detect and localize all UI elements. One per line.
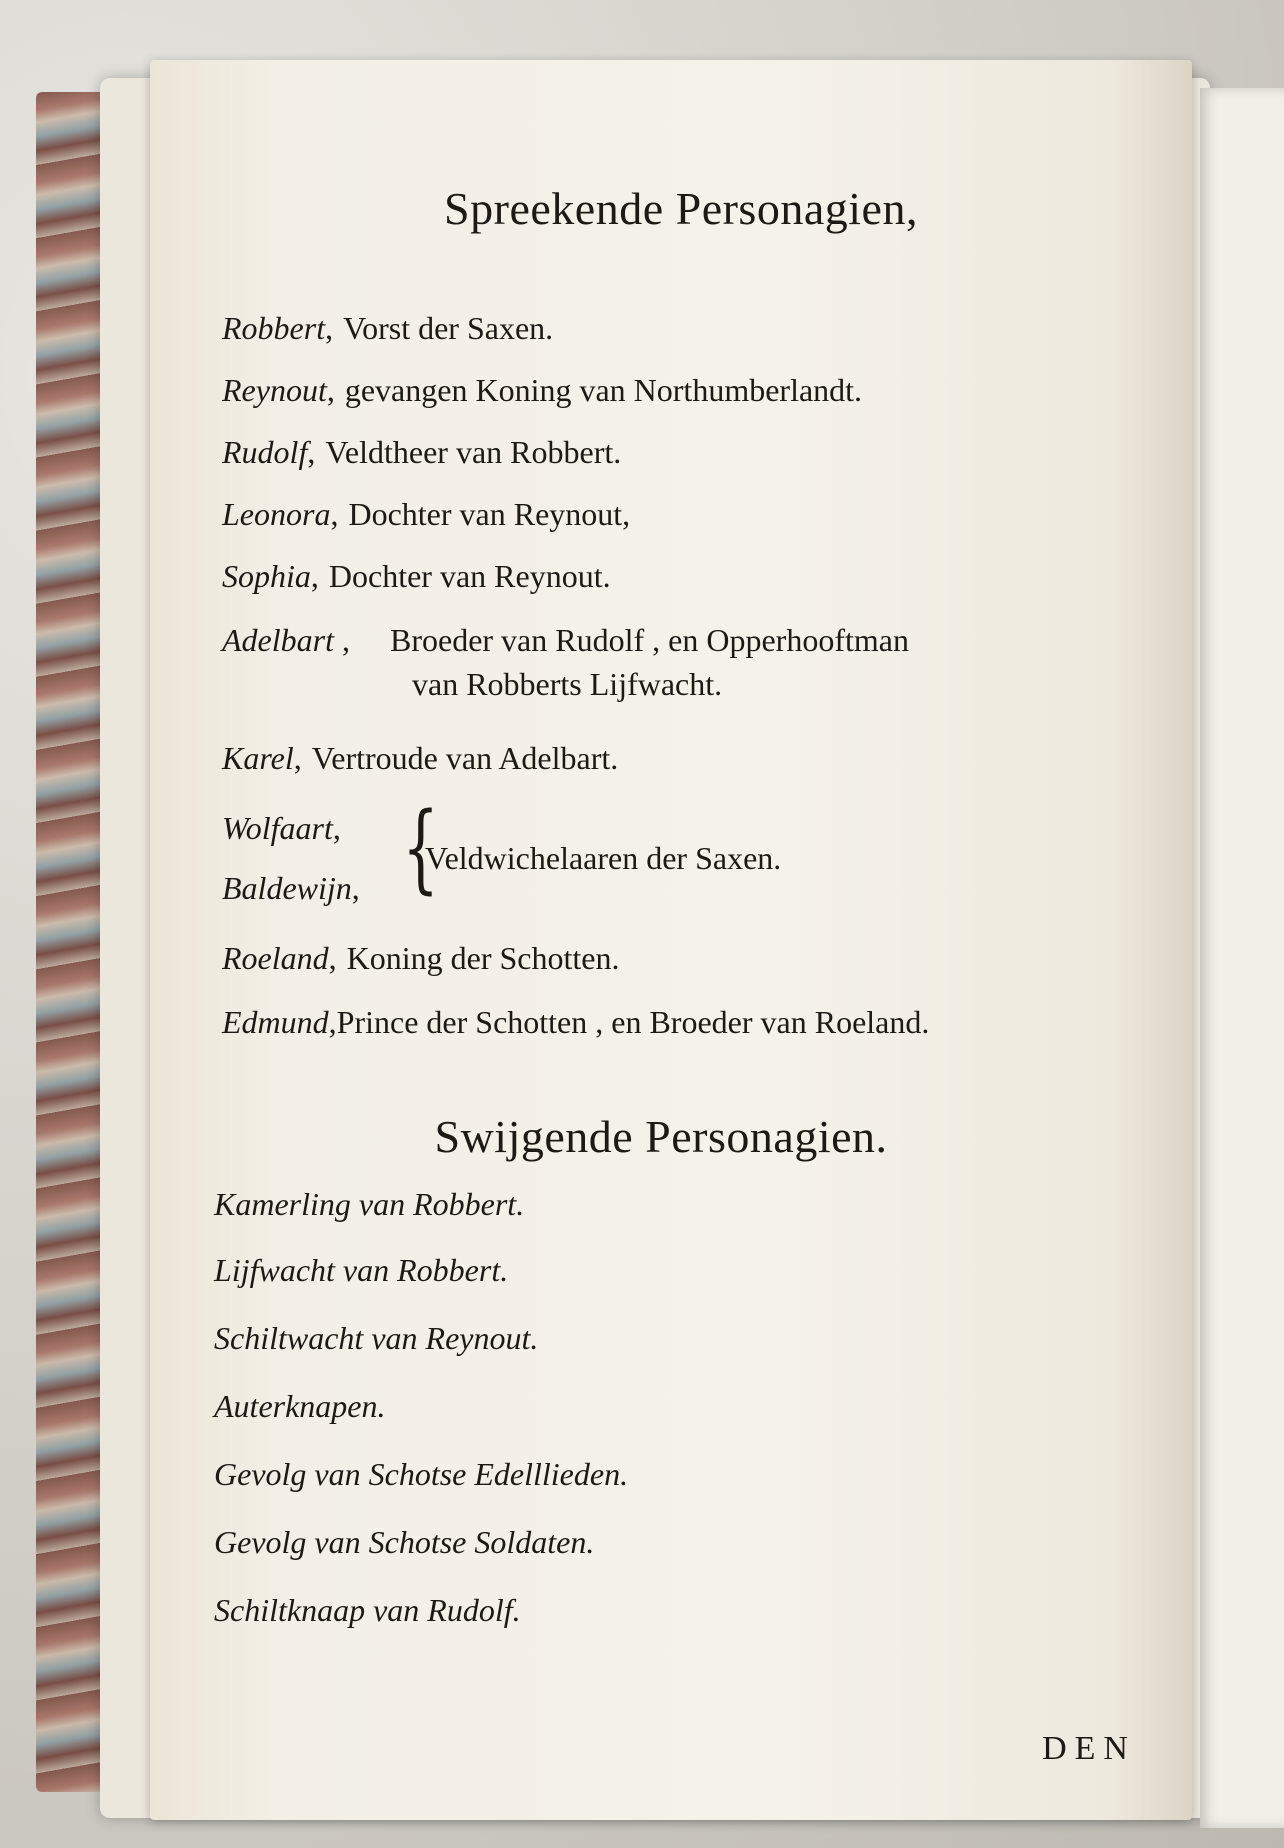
speaking-characters-heading: Spreekende Personagien, <box>444 183 918 234</box>
comma: , <box>310 558 319 594</box>
character-name: Leonora <box>222 496 331 532</box>
character-row <box>222 310 553 347</box>
character-name: Karel <box>222 740 294 776</box>
comma: , <box>325 310 334 346</box>
silent-characters-heading: Swijgende Personagien. <box>434 1111 888 1162</box>
character-role: Broeder van Rudolf , en Opperhooftman <box>389 622 909 658</box>
character-row <box>222 434 621 471</box>
silent-character: Kamerling van Robbert. <box>214 1186 525 1222</box>
comma: , <box>333 622 350 658</box>
comma: , <box>307 434 316 470</box>
silent-character: Schiltwacht van Reynout. <box>214 1320 539 1356</box>
character-role: Prince der Schotten , en Broeder van Roeland. <box>336 1004 930 1040</box>
character-name: Sophia <box>222 558 311 594</box>
comma: , <box>328 940 337 976</box>
character-name: Reynout <box>222 372 327 408</box>
character-name: Wolfaart <box>222 810 333 846</box>
catchword: DEN <box>1042 1730 1136 1767</box>
character-row <box>222 622 909 659</box>
group-role: Veldwichelaaren der Saxen. <box>425 840 782 876</box>
character-name: Roeland <box>222 940 329 976</box>
character-role-continued: van Robberts Lijfwacht. <box>412 666 723 702</box>
character-role: Veldtheer van Robbert. <box>325 434 622 470</box>
character-row <box>222 1004 929 1041</box>
silent-character: Gevolg van Schotse Soldaten. <box>214 1524 595 1560</box>
character-row <box>222 940 619 977</box>
character-role: Koning der Schotten. <box>346 940 620 976</box>
character-role: gevangen Koning van Northumberlandt. <box>344 372 863 408</box>
character-row <box>222 810 341 847</box>
silent-character: Schiltknaap van Rudolf. <box>214 1592 521 1628</box>
character-row <box>222 372 862 409</box>
comma: , <box>326 372 335 408</box>
character-name: Edmund <box>222 1004 329 1040</box>
comma: , <box>328 1004 337 1040</box>
character-row <box>222 870 360 907</box>
facing-page-edge <box>1200 88 1284 1828</box>
character-row <box>222 558 611 595</box>
grouping-brace: { <box>402 792 439 904</box>
comma: , <box>351 870 360 906</box>
character-role: Dochter van Reynout, <box>348 496 631 532</box>
comma: , <box>332 810 341 846</box>
silent-character: Gevolg van Schotse Edelllieden. <box>214 1456 629 1492</box>
character-name: Rudolf <box>222 434 308 470</box>
book-page <box>150 60 1192 1820</box>
silent-character: Lijfwacht van Robbert. <box>214 1252 509 1288</box>
character-role: Vorst der Saxen. <box>343 310 554 346</box>
character-role: Dochter van Reynout. <box>328 558 611 594</box>
character-role: Vertroude van Adelbart. <box>311 740 619 776</box>
comma: , <box>293 740 302 776</box>
silent-character: Auterknapen. <box>214 1388 386 1424</box>
comma: , <box>330 496 339 532</box>
character-row <box>222 740 618 777</box>
character-name: Robbert <box>222 310 326 346</box>
character-name: Baldewijn <box>222 870 352 906</box>
character-name: Adelbart <box>222 622 334 658</box>
character-row <box>222 496 630 533</box>
